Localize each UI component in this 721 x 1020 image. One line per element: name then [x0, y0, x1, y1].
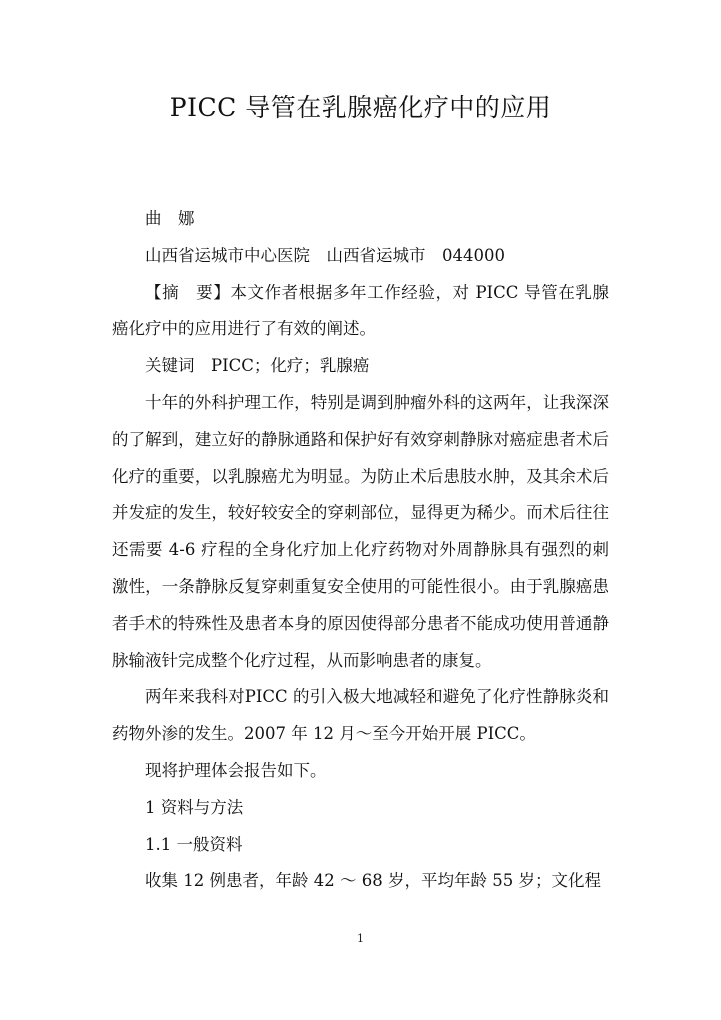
document-title: PICC 导管在乳腺癌化疗中的应用 — [169, 93, 552, 122]
body-paragraph: 收集 12 例患者，年龄 42 ～ 68 岁，平均年龄 55 岁；文化程 — [145, 871, 601, 891]
body-paragraph: 十年的外科护理工作，特别是调到肿瘤外科的这两年，让我深深的了解到，建立好的静脉通路和保护好有效穿刺静脉对癌症患者术后化疗的重要，以乳腺癌尤为明显。为防止术后患肢水肿，及其余术后并发症的发生，较好较安全的穿刺部位，显得更为稀少。而术后往往还需要 4-6 疗程的全身化疗加上化疗药物对外周静脉具有强烈的刺激性，一条静脉反复穿刺重复安全使用的可能性很小。由于乳腺癌患者手术的特殊性及患者本身的原因使得部分患者不能成功使用普通静脉输液针完成整个化疗过程，从而影响患者的康复。 — [112, 392, 609, 670]
author-name: 曲 娜 — [145, 209, 195, 228]
body-paragraph: 两年来我科对PICC 的引入极大地减轻和避免了化疗性静脉炎和药物外渗的发生。2007 年 12 月～至今开始开展 PICC。 — [112, 687, 609, 744]
abstract: 【摘 要】本文作者根据多年工作经验，对 PICC 导管在乳腺癌化疗中的应用进行了有效的阐述。 — [112, 282, 609, 339]
subsection-heading: 1.1 一般资料 — [145, 834, 243, 854]
author-affiliation: 山西省运城市中心医院 山西省运城市 044000 — [145, 245, 505, 265]
section-heading: 1 资料与方法 — [145, 797, 244, 817]
body-paragraph: 现将护理体会报告如下。 — [145, 760, 327, 780]
keywords: 关键词 PICC；化疗；乳腺癌 — [145, 356, 370, 376]
document-body — [112, 201, 609, 900]
page-number: 1 — [357, 932, 364, 945]
